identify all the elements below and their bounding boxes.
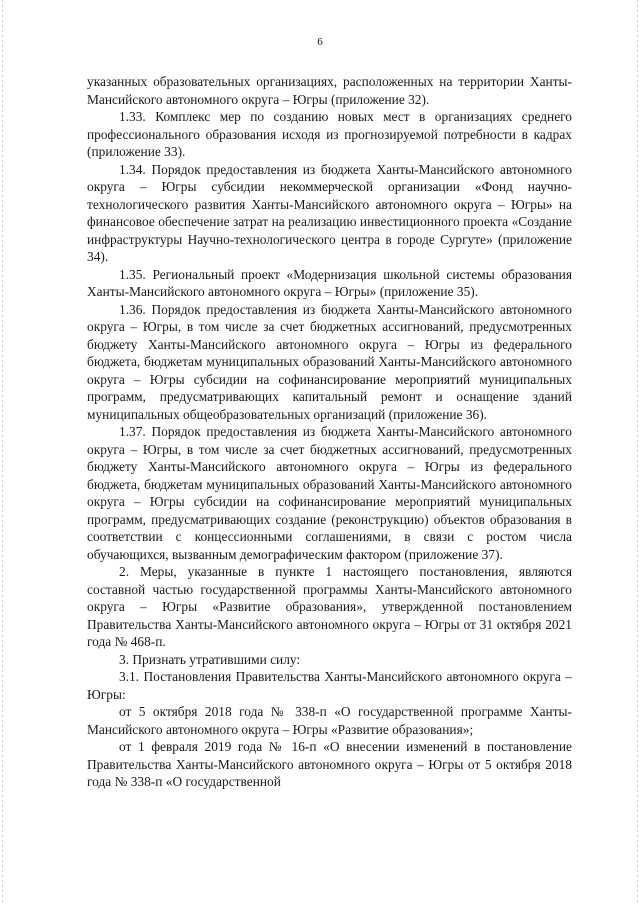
paragraph-3: 3. Признать утратившими силу: bbox=[119, 651, 301, 667]
paragraph-continuation: указанных образовательных организациях, расположенных на территории Ханты-Мансийского автономного округа – Югры (приложение 32). bbox=[87, 74, 572, 107]
paragraph-1-35: 1.35. Региональный проект «Модернизация школьной системы образования Ханты-Мансийского автономного округа – Югры» (приложение 35). bbox=[87, 266, 572, 299]
page-number: 6 bbox=[317, 36, 323, 48]
paragraph-repeal-item-1: от 5 октября 2018 года № 338-п «О государственной программе Ханты-Мансийского автономного округа – Югры «Развитие образования»; bbox=[87, 704, 572, 737]
paragraph-1-33: 1.33. Комплекс мер по созданию новых мест в организациях среднего профессионального образования исходя из прогнозируемой потребности в кадрах (приложение 33). bbox=[87, 109, 572, 159]
scan-edge-right bbox=[637, 0, 638, 905]
paragraph-repeal-item-2: от 1 февраля 2019 года № 16-п «О внесении изменений в постановление Правительства Ханты-Мансийского автономного округа – Югры от 5 октября 2018 года № 338-п «О государственной bbox=[87, 739, 572, 789]
paragraph-1-34: 1.34. Порядок предоставления из бюджета Ханты-Мансийского автономного округа – Югры субсидии некоммерческой организации «Фонд научно-технологического развития Ханты-Мансийского автономного округа – Югры» на финансовое обеспечение затрат на реализацию инвестиционного проекта «Создание инфраструктуры Научно-технологического центра в городе Сургуте» (приложение 34). bbox=[87, 161, 572, 264]
document-body bbox=[87, 73, 572, 791]
paragraph-1-36: 1.36. Порядок предоставления из бюджета Ханты-Мансийского автономного округа – Югры, в том числе за счет бюджетных ассигнований, предусмотренных бюджету Ханты-Мансийского автономного округа – Югры из федерального бюджета, бюджетам муниципальных образований Ханты-Мансийского автономного округа – Югры субсидии на софинансирование мероприятий муниципальных программ, предусматривающих капитальный ремонт и оснащение зданий муниципальных общеобразовательных организаций (приложение 36). bbox=[87, 301, 572, 422]
scan-edge-left bbox=[2, 0, 3, 905]
paragraph-2: 2. Меры, указанные в пункте 1 настоящего постановления, являются составной частью государственной программы Ханты-Мансийского автономного округа – Югры «Развитие образования», утвержденной постановлением Правительства Ханты-Мансийского автономного округа – Югры от 31 октября 2021 года № 468-п. bbox=[87, 564, 572, 649]
paragraph-1-37: 1.37. Порядок предоставления из бюджета Ханты-Мансийского автономного округа – Югры, в том числе за счет бюджетных ассигнований, предусмотренных бюджету Ханты-Мансийского автономного округа – Югры из федерального бюджета, бюджетам муниципальных образований Ханты-Мансийского автономного округа – Югры субсидии на софинансирование мероприятий муниципальных программ, предусматривающих создание (реконструкцию) объектов образования в соответствии с концессионными соглашениями, в связи с ростом числа обучающихся, вызванным демографическим фактором (приложение 37). bbox=[87, 424, 572, 562]
paragraph-3-1: 3.1. Постановления Правительства Ханты-Мансийского автономного округа – Югры: bbox=[87, 669, 572, 702]
